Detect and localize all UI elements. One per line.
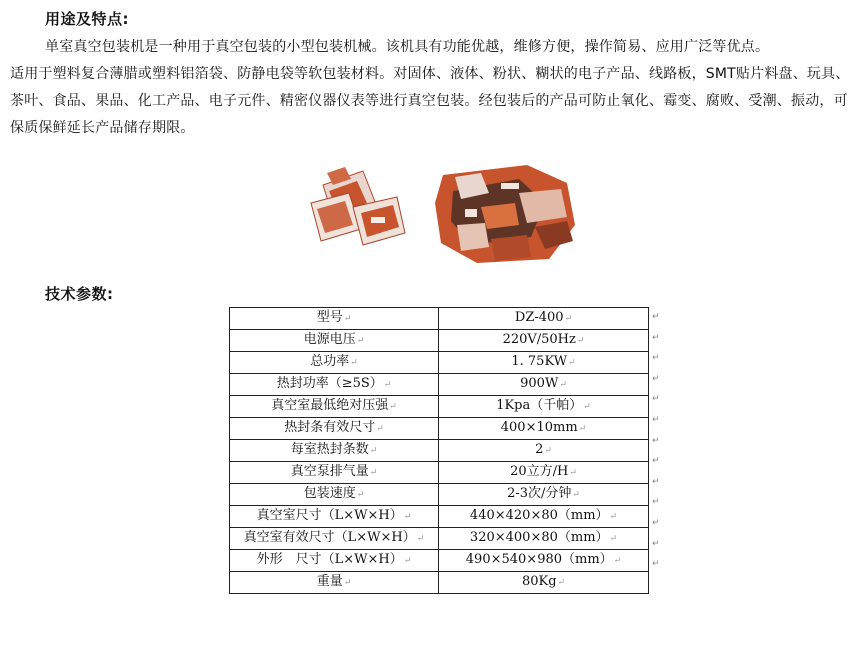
paragraph-return-icon: ↵ xyxy=(576,336,585,346)
spec-value-cell xyxy=(439,374,649,396)
row-end-mark-icon: ↵ xyxy=(652,394,660,405)
spec-value-cell xyxy=(439,572,649,594)
spec-value: 2 xyxy=(535,442,544,457)
spec-label-cell xyxy=(230,506,439,528)
row-end-mark-icon: ↵ xyxy=(652,456,660,467)
spec-value: 490×540×980（mm） xyxy=(465,552,613,567)
paragraph-return-icon: ↵ xyxy=(572,490,580,500)
spec-label: 热封功率（≥5S） xyxy=(276,376,383,391)
paragraph-return-icon: ↵ xyxy=(389,402,397,412)
row-end-mark-icon: ↵ xyxy=(652,332,660,343)
small-packs-photo xyxy=(311,167,405,245)
spec-label: 重量 xyxy=(316,574,343,589)
usage-heading: 用途及特点: xyxy=(45,10,129,28)
spec-value: 1Kpa（千帕） xyxy=(496,398,583,413)
paragraph-return-icon: ↵ xyxy=(369,446,378,456)
spec-label: 真空室有效尺寸（L×W×H） xyxy=(243,530,416,545)
table-row xyxy=(230,484,649,506)
paragraph-return-icon: ↵ xyxy=(559,380,567,390)
spec-value: 440×420×80（mm） xyxy=(469,508,609,523)
row-end-mark-icon: ↵ xyxy=(652,373,660,384)
spec-value: 900W xyxy=(520,376,559,391)
spec-label: 包装速度 xyxy=(303,486,356,501)
spec-label-cell xyxy=(230,374,439,396)
paragraph-return-icon: ↵ xyxy=(609,534,618,544)
table-row xyxy=(230,528,649,550)
table-row xyxy=(230,396,649,418)
row-end-mark-icon: ↵ xyxy=(652,435,660,446)
table-row xyxy=(230,550,649,572)
table-row xyxy=(230,374,649,396)
row-end-mark-icon: ↵ xyxy=(652,497,660,508)
paragraph-return-icon: ↵ xyxy=(343,314,352,324)
spec-label-cell xyxy=(230,352,439,374)
spec-label-cell xyxy=(230,396,439,418)
spec-value-cell xyxy=(439,418,649,440)
paragraph-return-icon: ↵ xyxy=(564,314,573,324)
spec-value: 20立方/H xyxy=(510,464,569,479)
row-end-mark-icon: ↵ xyxy=(652,476,660,487)
row-end-mark-icon: ↵ xyxy=(652,559,660,570)
table-row xyxy=(230,462,649,484)
paragraph-line1: 单室真空包装机是一种用于真空包装的小型包装机械。该机具有功能优越，维修方便，操作简易、应用广泛等优点。 xyxy=(45,39,770,55)
spec-value-cell xyxy=(439,330,649,352)
spec-label-cell xyxy=(230,528,439,550)
spec-label: 真空泵排气量 xyxy=(290,464,369,479)
spec-label-cell xyxy=(230,308,439,330)
spec-value-cell xyxy=(439,484,649,506)
spec-label-cell xyxy=(230,484,439,506)
paragraph-return-icon: ↵ xyxy=(376,424,384,434)
vacuum-packs-illustration xyxy=(305,163,587,263)
paragraph-return-icon: ↵ xyxy=(369,468,378,478)
row-end-mark-icon: ↵ xyxy=(652,353,660,364)
paragraph-return-icon: ↵ xyxy=(569,468,577,478)
spec-value-cell xyxy=(439,352,649,374)
spec-label: 外形 尺寸（L×W×H） xyxy=(256,552,403,567)
row-end-mark-icon: ↵ xyxy=(652,518,660,528)
spec-value: 400×10mm xyxy=(500,420,578,435)
spec-value-cell xyxy=(439,550,649,572)
table-row xyxy=(230,572,649,594)
paragraph-rest: 适用于塑料复合薄腊或塑料铝箔袋、防静电袋等软包装材料。对固体、液体、粉状、糊状的电子产品、线路板，SMT贴片料盘、玩具、茶叶、食品、果品、化工产品、电子元件、精密仪器仪表等进行真空包装。经包装后的产品可防止氧化、霉变、腐败、受潮、振动，可保质保鲜延长产品储存期限。 xyxy=(10,66,850,136)
spec-value: 220V/50Hz xyxy=(502,332,576,347)
spec-table xyxy=(229,307,649,594)
paragraph-return-icon: ↵ xyxy=(568,358,576,368)
spec-label-cell xyxy=(230,418,439,440)
paragraph-return-icon: ↵ xyxy=(356,490,365,500)
spec-value-cell xyxy=(439,308,649,330)
spec-value: 1. 75KW xyxy=(511,354,568,369)
spec-label: 型号 xyxy=(316,310,343,325)
paragraph-return-icon: ↵ xyxy=(403,556,412,566)
spec-value-cell xyxy=(439,528,649,550)
spec-value: 2-3次/分钟 xyxy=(507,486,572,501)
spec-value: 80Kg xyxy=(521,574,557,589)
large-packs-photo xyxy=(435,165,575,263)
table-row xyxy=(230,330,649,352)
spec-value-cell xyxy=(439,506,649,528)
spec-value: DZ-400 xyxy=(514,310,564,325)
row-end-mark-icon: ↵ xyxy=(652,538,660,549)
table-row xyxy=(230,352,649,374)
description-paragraph xyxy=(10,34,852,142)
spec-label-cell xyxy=(230,440,439,462)
table-row xyxy=(230,506,649,528)
row-end-mark-icon: ↵ xyxy=(652,312,660,322)
spec-label: 真空室尺寸（L×W×H） xyxy=(256,508,403,523)
spec-label: 每室热封条数 xyxy=(290,442,369,457)
spec-label-cell xyxy=(230,462,439,484)
row-end-mark-icon: ↵ xyxy=(652,415,660,425)
product-photos xyxy=(305,163,587,263)
table-row xyxy=(230,308,649,330)
paragraph-return-icon: ↵ xyxy=(416,534,425,544)
spec-label: 真空室最低绝对压强 xyxy=(271,398,389,413)
paragraph-return-icon: ↵ xyxy=(356,336,365,346)
paragraph-return-icon: ↵ xyxy=(613,556,622,566)
spec-label: 电源电压 xyxy=(303,332,356,347)
paragraph-return-icon: ↵ xyxy=(350,358,358,368)
paragraph-return-icon: ↵ xyxy=(383,380,392,390)
paragraph-return-icon: ↵ xyxy=(403,512,412,522)
paragraph-return-icon: ↵ xyxy=(544,446,552,456)
spec-value-cell xyxy=(439,462,649,484)
spec-value-cell xyxy=(439,440,649,462)
paragraph-return-icon: ↵ xyxy=(343,578,352,588)
table-row xyxy=(230,418,649,440)
table-row xyxy=(230,440,649,462)
spec-label: 热封条有效尺寸 xyxy=(284,420,376,435)
spec-label: 总功率 xyxy=(310,354,350,369)
paragraph-return-icon: ↵ xyxy=(583,402,591,412)
paragraph-return-icon: ↵ xyxy=(578,424,587,434)
tech-heading: 技术参数: xyxy=(45,285,114,303)
spec-label-cell xyxy=(230,550,439,572)
spec-value-cell xyxy=(439,396,649,418)
spec-value: 320×400×80（mm） xyxy=(469,530,609,545)
paragraph-return-icon: ↵ xyxy=(557,578,566,588)
spec-label-cell xyxy=(230,572,439,594)
spec-label-cell xyxy=(230,330,439,352)
paragraph-return-icon: ↵ xyxy=(609,512,618,522)
